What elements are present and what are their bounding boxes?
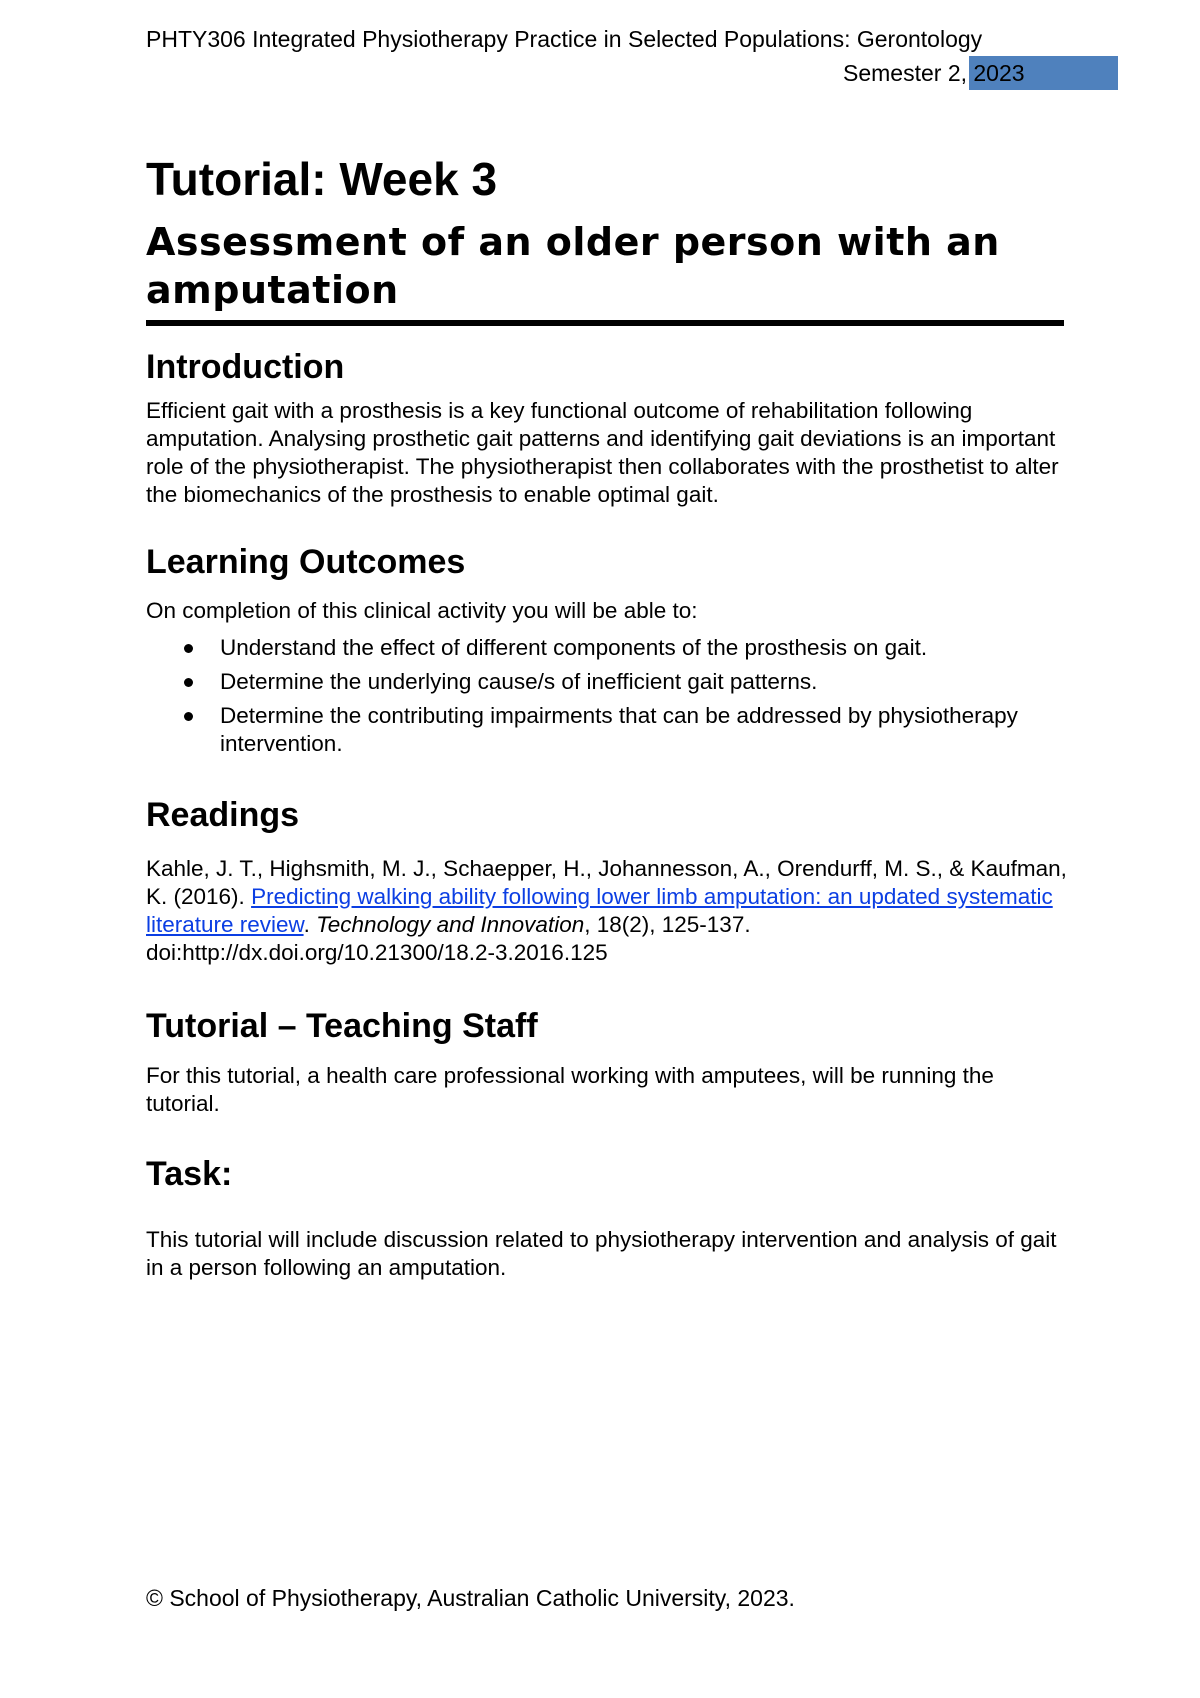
citation-separator: . — [303, 912, 317, 937]
task-heading: Task: — [146, 1155, 233, 1193]
task-body: This tutorial will include discussion related to physiotherapy intervention and analysis of gait in a person following an amputation. — [146, 1227, 1057, 1280]
teaching-staff-body: For this tutorial, a health care professional working with amputees, will be running the tutorial. — [146, 1063, 994, 1116]
list-item-text: Understand the effect of different components of the prosthesis on gait. — [220, 635, 928, 660]
bullet-icon — [184, 678, 193, 687]
citation-details: , 18(2), 125-137. doi:http://dx.doi.org/10.21300/18.2-3.2016.125 — [146, 912, 751, 965]
learning-outcomes-intro: On completion of this clinical activity you will be able to: — [146, 598, 698, 623]
citation-journal: Technology and Innovation — [316, 912, 585, 937]
page-subtitle: Assessment of an older person with an amputation — [146, 220, 1000, 312]
introduction-heading: Introduction — [146, 348, 345, 386]
footer-copyright: © School of Physiotherapy, Australian Catholic University, 2023. — [146, 1585, 795, 1611]
bullet-icon — [184, 644, 193, 653]
learning-outcomes-heading: Learning Outcomes — [146, 543, 466, 581]
list-item — [146, 702, 1071, 758]
teaching-staff-heading: Tutorial – Teaching Staff — [146, 1007, 538, 1045]
title-divider — [146, 320, 1064, 326]
reading-article-link[interactable]: Predicting walking ability following lower limb amputation: an updated systematic literature review — [146, 884, 1053, 937]
list-item — [146, 668, 1071, 696]
reading-citation — [146, 855, 1071, 967]
readings-heading: Readings — [146, 796, 300, 834]
citation-authors: Kahle, J. T., Highsmith, M. J., Schaepper, H., Johannesson, A., Orendurff, M. S., & Kaufman, K. (2016). — [146, 856, 1067, 909]
list-item — [146, 634, 1071, 662]
header-semester-line: Semester 2, 2023 — [843, 60, 1025, 86]
header-course-line: PHTY306 Integrated Physiotherapy Practice in Selected Populations: Gerontology — [146, 26, 983, 52]
introduction-body: Efficient gait with a prosthesis is a key functional outcome of rehabilitation following amputation. Analysing prosthetic gait patterns and identifying gait deviations is an important role of the physiotherapist. The physiotherapist then collaborates with the prosthetist to alter the biomechanics of the prosthesis to enable optimal gait. — [146, 398, 1059, 507]
bullet-icon — [184, 712, 193, 721]
list-item-text: Determine the underlying cause/s of inefficient gait patterns. — [220, 669, 818, 694]
list-item-text: Determine the contributing impairments that can be addressed by physiotherapy intervention. — [220, 703, 1018, 756]
page-title: Tutorial: Week 3 — [146, 153, 498, 205]
learning-outcomes-list — [146, 634, 1071, 764]
